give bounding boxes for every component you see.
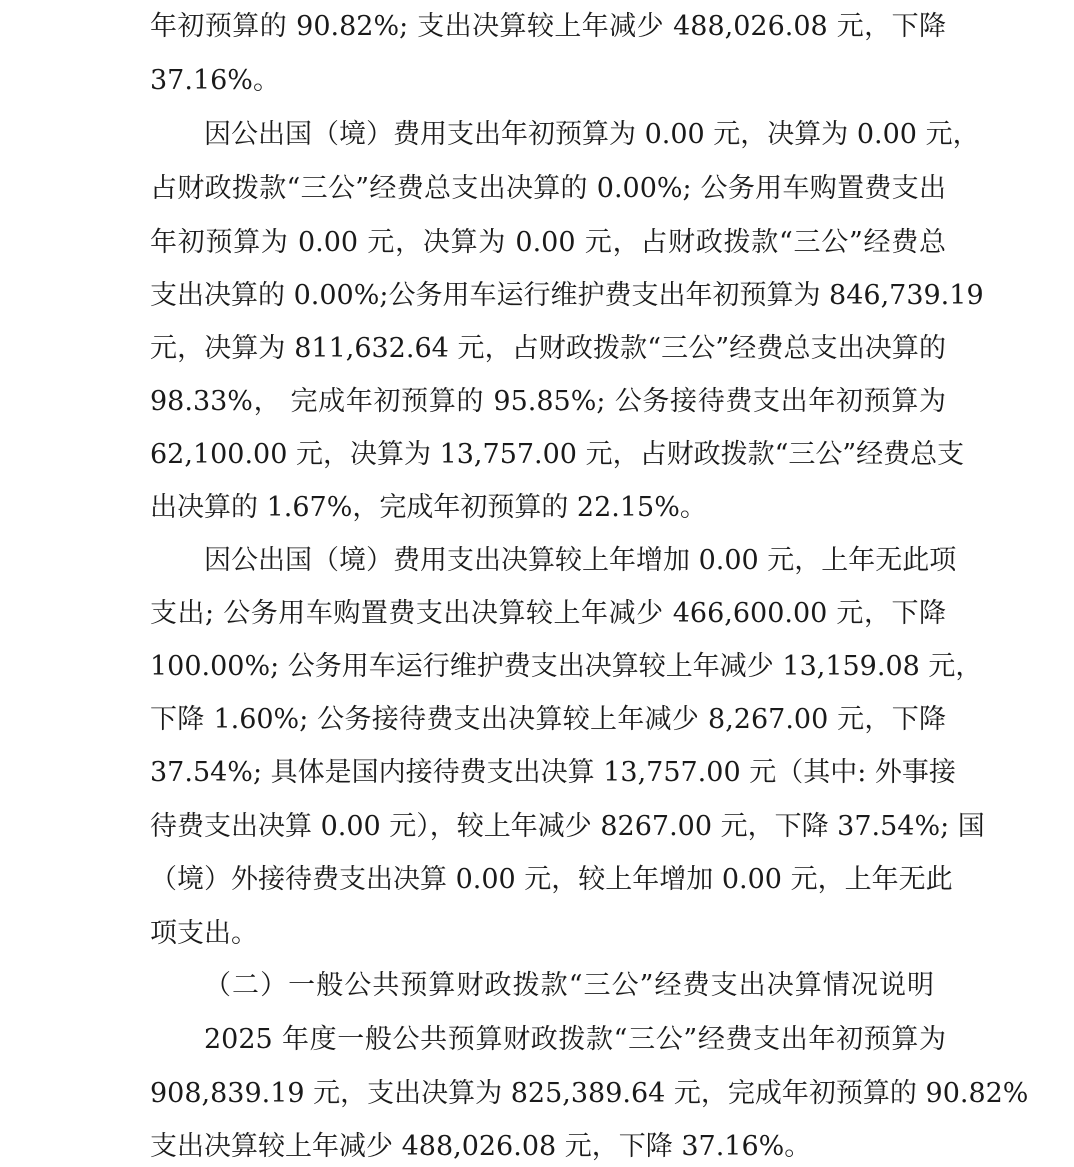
text-line-18: 项支出。 xyxy=(150,918,258,949)
section-heading: （二）一般公共预算财政拨款“三公”经费支出决算情况说明 xyxy=(204,970,934,1001)
text-line-16: 待费支出决算 0.00 元），较上年减少 8267.00 元，下降 37.54%; 国 xyxy=(150,811,985,842)
text-line-9: 62,100.00 元，决算为 13,757.00 元，占财政拨款“三公”经费总支 xyxy=(150,439,965,470)
text-line-13: 100.00%; 公务用车运行维护费支出决算较上年减少 13,159.08 元， xyxy=(150,651,983,682)
text-line-7: 元，决算为 811,632.64 元，占财政拨款“三公”经费总支出决算的 xyxy=(150,333,946,364)
text-line-10: 出决算的 1.67%，完成年初预算的 22.15%。 xyxy=(150,492,707,523)
text-line-20: 2025 年度一般公共预算财政拨款“三公”经费支出年初预算为 xyxy=(204,1024,946,1055)
text-line-11: 因公出国（境）费用支出决算较上年增加 0.00 元，上年无此项 xyxy=(204,545,957,576)
text-line-1: 年初预算的 90.82%; 支出决算较上年减少 488,026.08 元，下降 xyxy=(150,11,946,42)
text-line-2: 37.16%。 xyxy=(150,65,280,96)
text-line-8: 98.33%， 完成年初预算的 95.85%; 公务接待费支出年初预算为 xyxy=(150,386,946,417)
text-line-15: 37.54%; 具体是国内接待费支出决算 13,757.00 元（其中: 外事接 xyxy=(150,757,956,788)
text-line-12: 支出; 公务用车购置费支出决算较上年减少 466,600.00 元，下降 xyxy=(150,598,946,629)
text-line-4: 占财政拨款“三公”经费总支出决算的 0.00%; 公务用车购置费支出 xyxy=(150,173,946,204)
text-line-21: 908,839.19 元，支出决算为 825,389.64 元，完成年初预算的 90.82% xyxy=(150,1078,1029,1109)
text-line-6: 支出决算的 0.00%;公务用车运行维护费支出年初预算为 846,739.19 xyxy=(150,280,984,311)
text-line-22: 支出决算较上年减少 488,026.08 元，下降 37.16%。 xyxy=(150,1131,812,1162)
text-line-3: 因公出国（境）费用支出年初预算为 0.00 元，决算为 0.00 元， xyxy=(204,119,980,150)
text-line-5: 年初预算为 0.00 元，决算为 0.00 元，占财政拨款“三公”经费总 xyxy=(150,227,946,258)
text-line-17: （境）外接待费支出决算 0.00 元，较上年增加 0.00 元，上年无此 xyxy=(150,864,953,895)
text-line-14: 下降 1.60%; 公务接待费支出决算较上年减少 8,267.00 元，下降 xyxy=(150,704,946,735)
